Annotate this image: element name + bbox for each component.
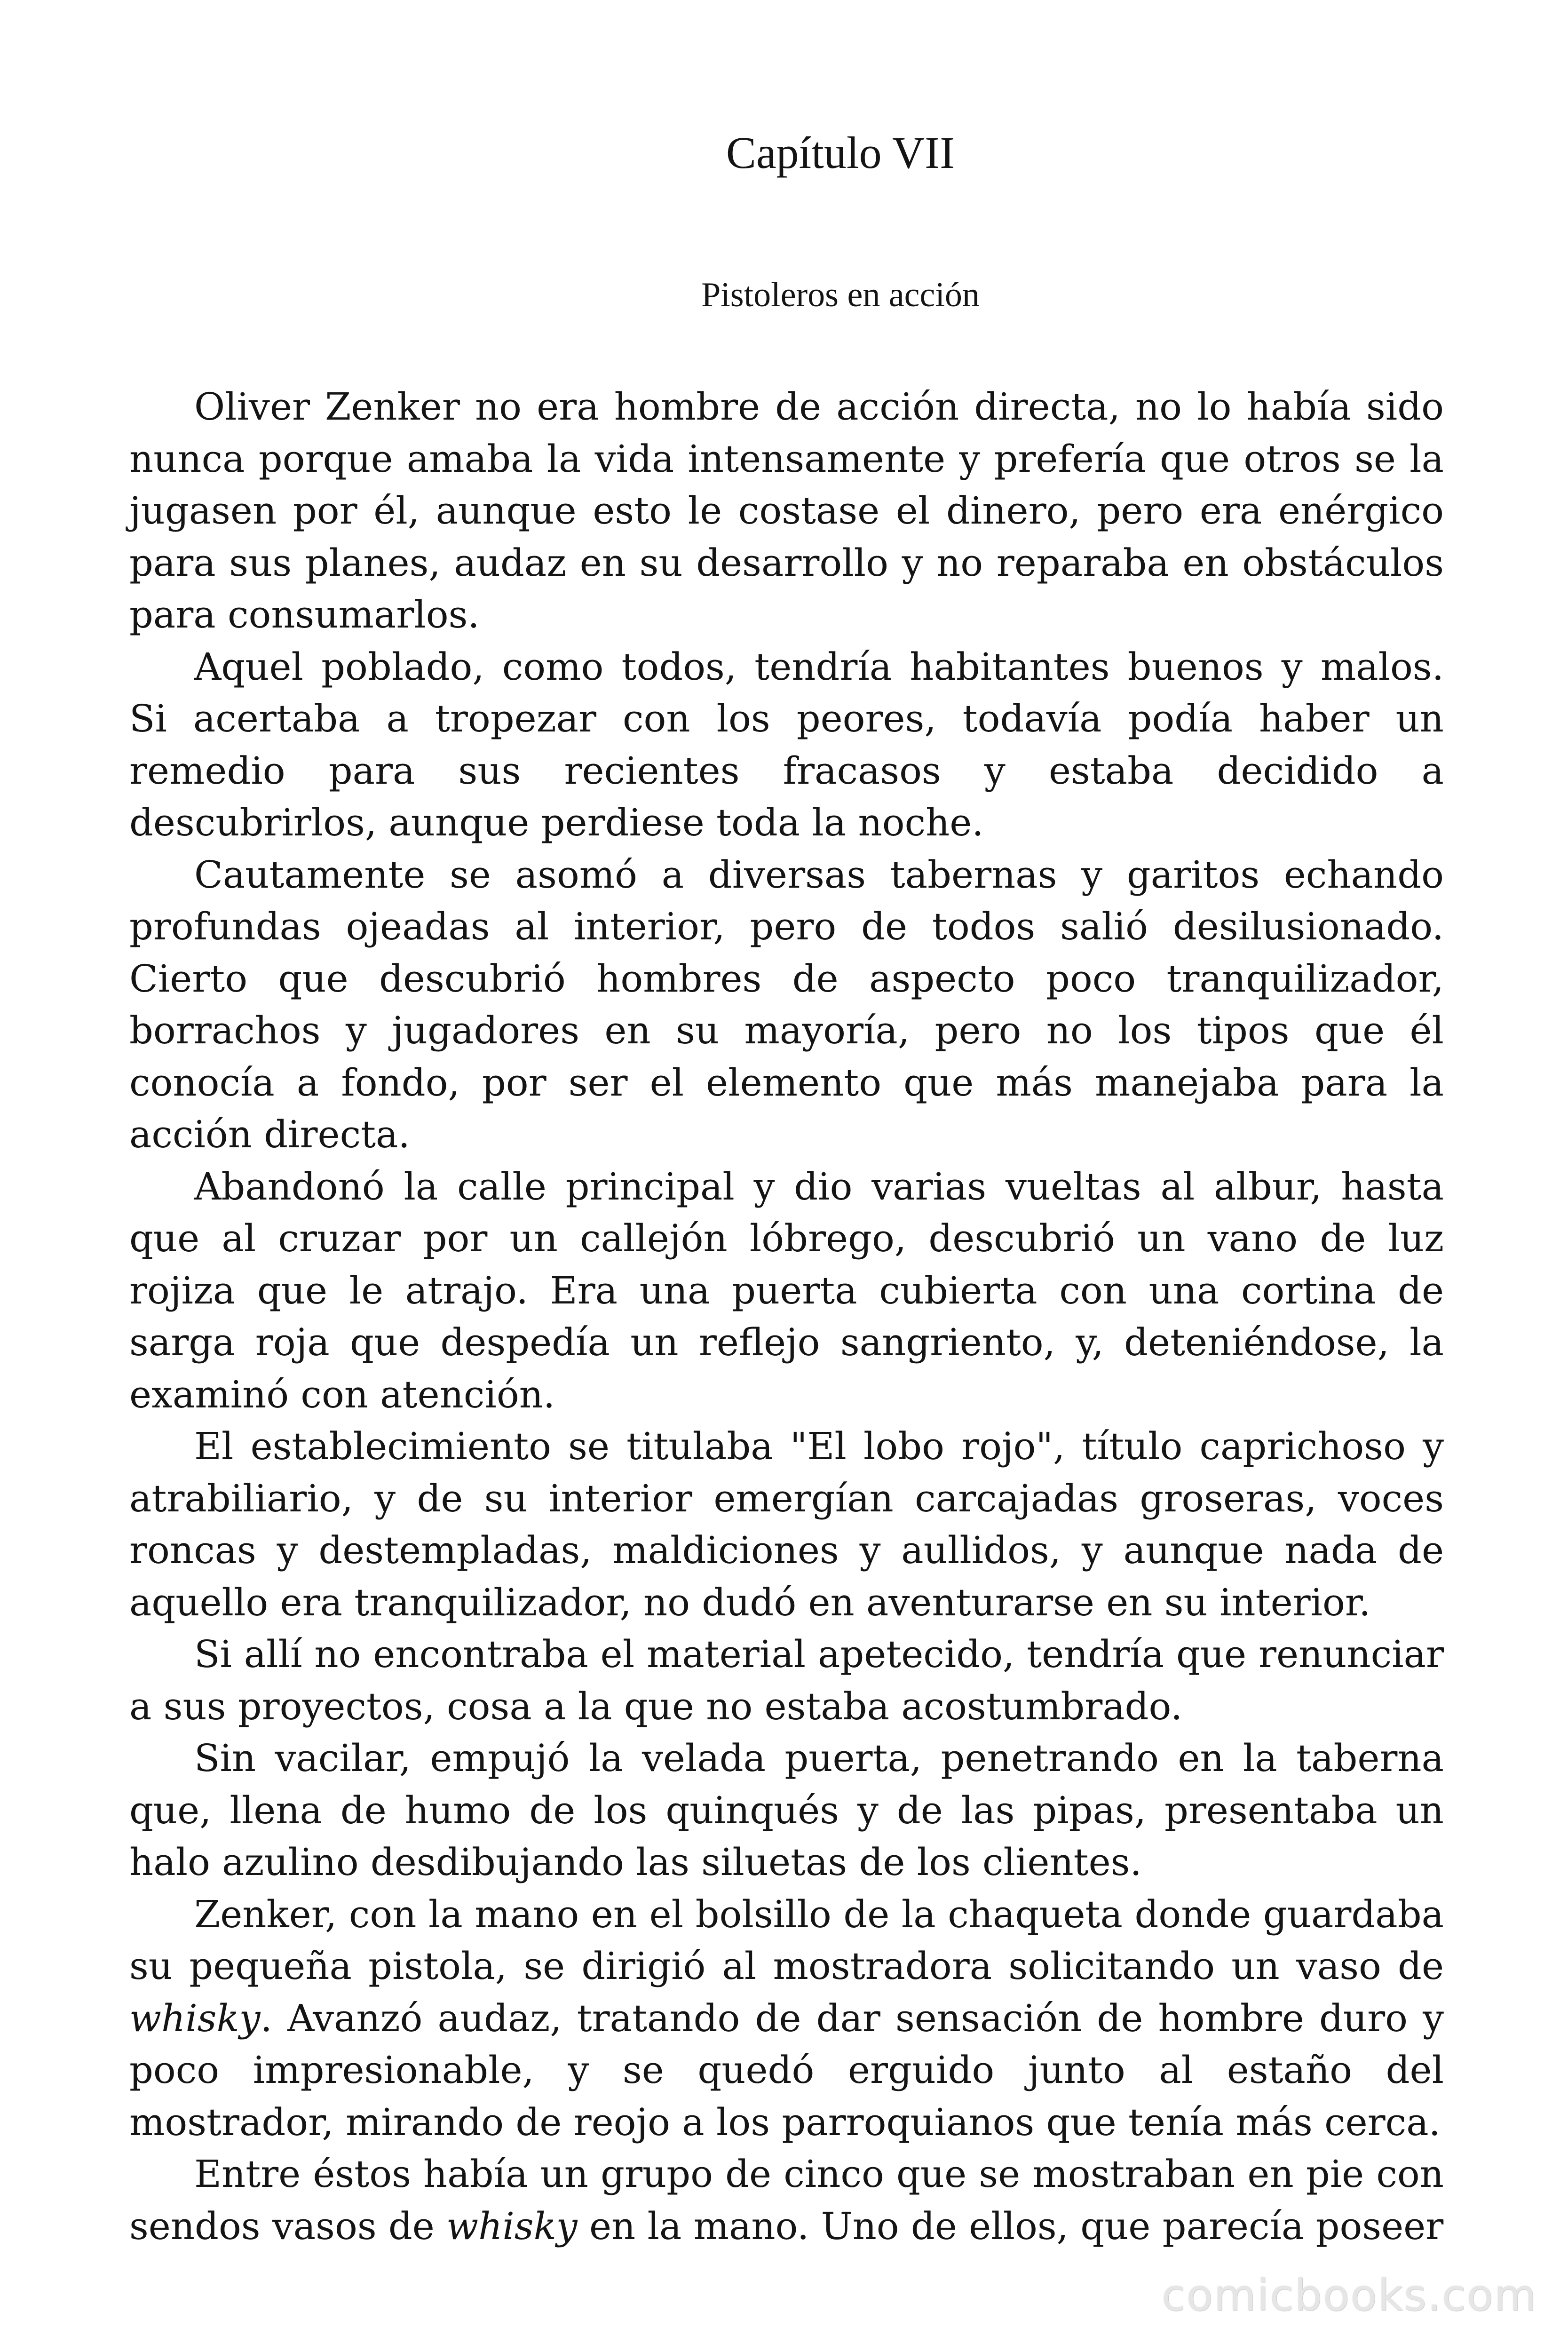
- paragraph: Sin vacilar, empujó la velada puerta, penetrando en la taberna que, llena de humo de los quinqués y de las pipas, presentaba un halo azulino desdibujando las siluetas de los clientes.: [129, 1736, 1444, 1884]
- paragraph-text: en la mano. Uno de ellos, que parecía poseer: [577, 2204, 1444, 2248]
- paragraph-text: . Avanzó audaz, tratando de dar sensación de hombre duro y poco impresionable, y se quedó erguido junto al estaño del mostrador, mirando de reojo a los parroquianos que tenía más cerca.: [129, 1996, 1444, 2144]
- italic-word: whisky: [129, 1996, 261, 2040]
- watermark: comicbooks.com: [1162, 2270, 1537, 2320]
- italic-word: whisky: [446, 2204, 578, 2248]
- body-text: [129, 381, 1444, 2252]
- paragraph-text: Entre éstos había un grupo de cinco que se mostraban en pie con sendos vasos de: [129, 2152, 1444, 2248]
- paragraph: Abandonó la calle principal y dio varias vueltas al albur, hasta que al cruzar por un callejón lóbrego, descubrió un vano de luz rojiza que le atrajo. Era una puerta cubierta con una cortina de sarga roja que despedía un reflejo sangriento, y, deteniéndose, la examinó con atención.: [129, 1164, 1444, 1416]
- chapter-subtitle: Pistoleros en acción: [701, 276, 980, 314]
- paragraph: Cautamente se asomó a diversas tabernas y garitos echando profundas ojeadas al interior, pero de todos salió desilusionado. Cierto que descubrió hombres de aspecto poco tranquilizador, borrachos y jugadores en su mayoría, pero no los tipos que él conocía a fondo, por ser el elemento que más manejaba para la acción directa.: [129, 852, 1444, 1156]
- paragraph-text: Zenker, con la mano en el bolsillo de la chaqueta donde guardaba su pequeña pistola, se dirigió al mostradora solicitando un vaso de: [129, 1892, 1444, 1988]
- paragraph: El establecimiento se titulaba "El lobo rojo", título caprichoso y atrabiliario, y de su interior emergían carcajadas groseras, voces roncas y destempladas, maldiciones y aullidos, y aunque nada de aquello era tranquilizador, no dudó en aventurarse en su interior.: [129, 1424, 1444, 1624]
- paragraph: [129, 2148, 1444, 2252]
- paragraph: [129, 1889, 1444, 2149]
- paragraph: Si allí no encontraba el material apetecido, tendría que renunciar a sus proyectos, cosa a la que no estaba acostumbrado.: [129, 1632, 1444, 1728]
- chapter-title: Capítulo VII: [726, 127, 955, 178]
- paragraph: Aquel poblado, como todos, tendría habitantes buenos y malos. Si acertaba a tropezar con los peores, todavía podía haber un remedio para sus recientes fracasos y estaba decidido a descubrirlos, aunque perdiese toda la noche.: [129, 644, 1444, 844]
- paragraph: Oliver Zenker no era hombre de acción directa, no lo había sido nunca porque amaba la vida intensamente y prefería que otros se la jugasen por él, aunque esto le costase el dinero, pero era enérgico para sus planes, audaz en su desarrollo y no reparaba en obstáculos para consumarlos.: [129, 385, 1444, 636]
